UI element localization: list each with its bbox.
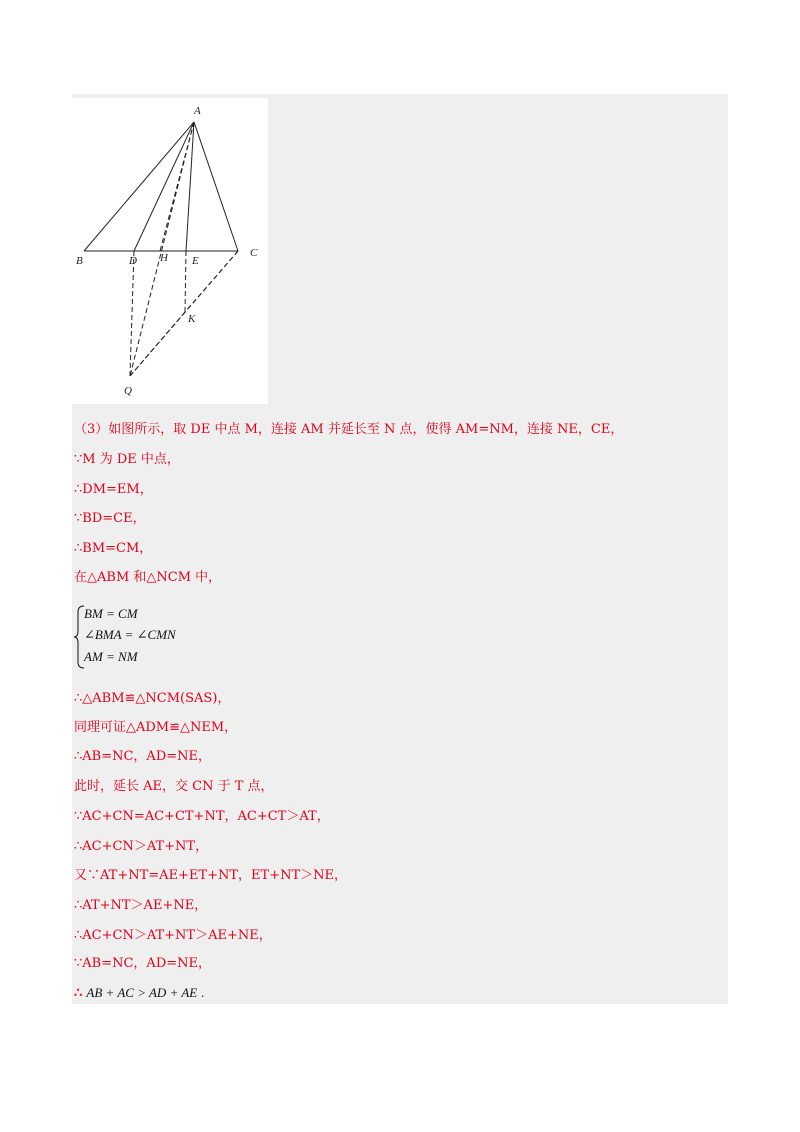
label-Q: Q bbox=[124, 385, 132, 397]
segment-EK bbox=[185, 251, 186, 312]
solution-line: ∴AC+CN＞AT+NT， bbox=[74, 839, 209, 854]
segment-AC bbox=[194, 122, 238, 251]
solution-line: 在△ABM 和△NCM 中， bbox=[74, 570, 222, 585]
solution-line: ∵AB=NC，AD=NE， bbox=[74, 956, 211, 971]
equation-system bbox=[74, 604, 234, 670]
label-H: H bbox=[160, 252, 168, 264]
segment-DQ bbox=[130, 251, 134, 376]
solution-line: ∴BM=CM， bbox=[74, 541, 153, 556]
label-A: A bbox=[194, 105, 201, 117]
segment-AE bbox=[186, 122, 194, 251]
label-E: E bbox=[192, 255, 199, 267]
conclusion-period: . bbox=[201, 985, 205, 1000]
conclusion bbox=[74, 984, 205, 1003]
solution-line: ∴AB=NC，AD=NE， bbox=[74, 749, 211, 764]
label-K: K bbox=[188, 313, 196, 325]
triangle-diagram bbox=[72, 98, 268, 404]
solution-line: ∴AT+NT＞AE+NE， bbox=[74, 898, 208, 913]
system-row: BM = CM bbox=[84, 606, 138, 621]
therefore-symbol: ∴ bbox=[74, 986, 83, 1001]
solution-line: ∵BD=CE， bbox=[74, 511, 146, 526]
label-B: B bbox=[76, 255, 83, 267]
solution-line: 又∵AT+NT=AE+ET+NT，ET+NT＞NE， bbox=[74, 868, 348, 883]
solution-intro: （3）如图所示，取 DE 中点 M，连接 AM 并延长至 N 点，使得 AM=NM，连接 NE，CE， bbox=[74, 422, 624, 437]
solution-line: ∴AC+CN＞AT+NT＞AE+NE， bbox=[74, 928, 272, 943]
system-row: ∠BMA = ∠CMN bbox=[84, 627, 176, 642]
solution-line: ∴DM=EM， bbox=[74, 482, 153, 497]
label-D: D bbox=[129, 255, 137, 267]
solution-line: 同理可证△ADM≌△NEM， bbox=[74, 720, 238, 735]
segment-AD bbox=[134, 122, 194, 251]
geometry-figure bbox=[72, 98, 268, 404]
solution-line: ∵AC+CN=AC+CT+NT，AC+CT＞AT， bbox=[74, 809, 330, 824]
system-row: AM = NM bbox=[84, 649, 138, 664]
conclusion-expression: AB + AC > AD + AE bbox=[86, 985, 198, 1000]
solution-line: ∴△ABM≌△NCM(SAS)， bbox=[74, 691, 231, 706]
label-C: C bbox=[250, 247, 258, 259]
solution-line: 此时，延长 AE，交 CN 于 T 点， bbox=[74, 779, 274, 794]
solution-line: ∵M 为 DE 中点， bbox=[74, 452, 180, 467]
